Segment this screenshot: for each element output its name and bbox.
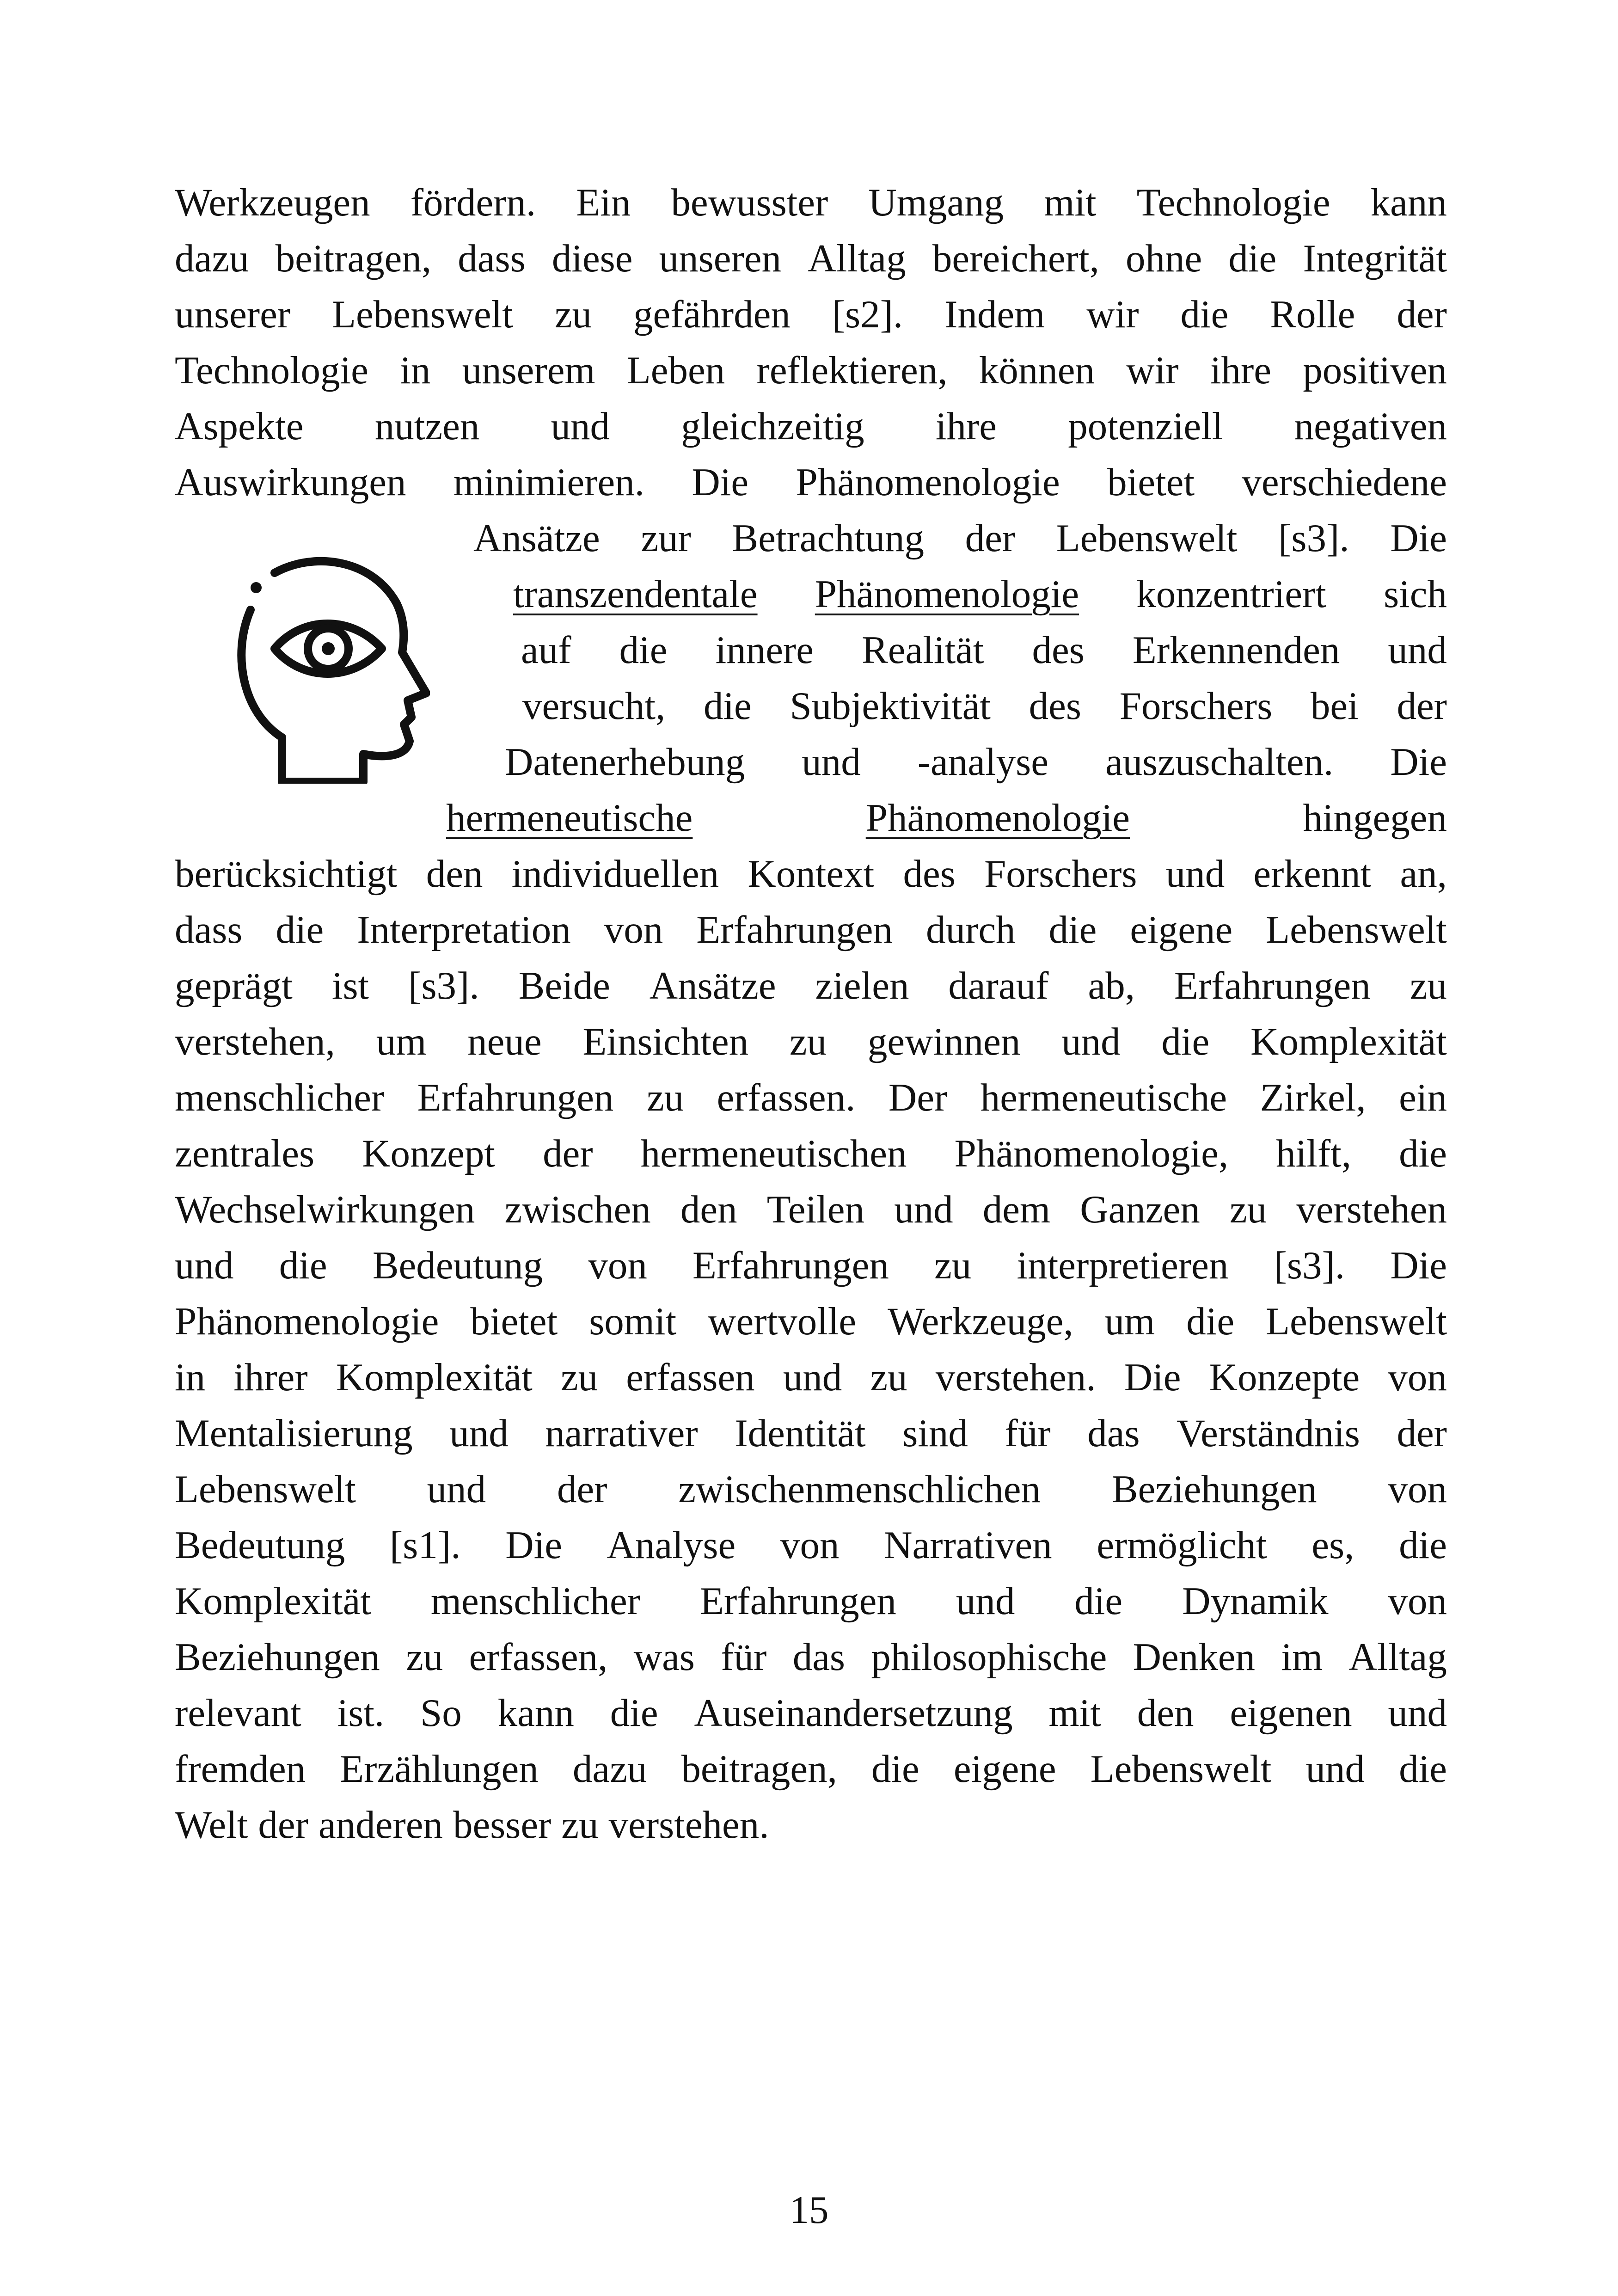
word: Werkzeuge, (888, 1300, 1073, 1343)
word: Einsichten (582, 1020, 749, 1063)
word: Lebenswelt (332, 293, 513, 336)
word: nutzen (374, 405, 480, 448)
word: zu (870, 1356, 907, 1399)
word: -analyse (917, 740, 1048, 784)
word: und (956, 1579, 1015, 1623)
word: Lebenswelt (1266, 1300, 1447, 1343)
word: Beziehungen (175, 1635, 380, 1679)
text-line (175, 1741, 1447, 1797)
word: Lebenswelt (1266, 908, 1447, 952)
word: philosophische (871, 1635, 1107, 1679)
word: die (1399, 1523, 1447, 1567)
word: den (1137, 1691, 1194, 1735)
word: Die (505, 1523, 562, 1567)
text-line (175, 1797, 1447, 1853)
word: verstehen (1296, 1188, 1447, 1231)
word: Komplexität (175, 1579, 371, 1623)
word: neue (467, 1020, 542, 1063)
word: wir (1086, 293, 1139, 336)
word: des (903, 852, 956, 896)
text-line (513, 566, 1447, 622)
word: zu (1229, 1188, 1267, 1231)
text-line (522, 678, 1447, 734)
word: Welt (175, 1803, 248, 1847)
word: und (175, 1244, 234, 1287)
word: um (1104, 1300, 1155, 1343)
word: und (551, 405, 610, 448)
page-number: 15 (789, 2188, 829, 2232)
word: Erfahrungen (1174, 964, 1371, 1007)
word: der (1397, 293, 1447, 336)
word: können (979, 349, 1095, 392)
word: und (427, 1467, 486, 1511)
word: zu (560, 1356, 598, 1399)
word: Konzept (362, 1132, 496, 1175)
word: um (376, 1020, 427, 1063)
word: unserer (175, 293, 291, 336)
word: So (420, 1691, 462, 1735)
word: ihrer (233, 1356, 308, 1399)
text-line (175, 175, 1447, 230)
text-line (175, 454, 1447, 510)
word: Ganzen (1080, 1188, 1200, 1231)
word: zu (561, 1803, 599, 1847)
word: Erfahrungen (693, 1244, 889, 1287)
word: sich (1384, 572, 1447, 616)
text-line (175, 287, 1447, 342)
word: ist (331, 964, 369, 1007)
text-line (175, 1629, 1447, 1685)
word: Die (1124, 1356, 1181, 1399)
word: unseren (659, 237, 782, 280)
word: dass (458, 237, 526, 280)
word: die (276, 908, 324, 952)
word: Auswirkungen (175, 460, 406, 504)
word: geprägt (175, 964, 293, 1007)
word: sind (902, 1412, 968, 1455)
word: beitragen, (681, 1747, 837, 1791)
word: Lebenswelt (1090, 1747, 1272, 1791)
text-line (175, 1182, 1447, 1237)
word: den (680, 1188, 737, 1231)
word: wertvolle (708, 1300, 857, 1343)
word: der (965, 516, 1016, 560)
word: zu (554, 293, 592, 336)
word: Subjektivität (790, 684, 991, 728)
word: das (1087, 1412, 1140, 1455)
text-line (175, 231, 1447, 286)
word: Auseinandersetzung (694, 1691, 1013, 1735)
word: verstehen, (175, 1020, 335, 1063)
word: und (1165, 852, 1225, 896)
word: [s3]. (1278, 516, 1349, 560)
word: Der (888, 1076, 948, 1119)
word: Phänomenologie (175, 1300, 439, 1343)
word: zur (641, 516, 691, 560)
word: Umgang (868, 181, 1004, 224)
word: zwischen (504, 1188, 651, 1231)
word: anderen (318, 1803, 443, 1847)
word: ermöglicht (1097, 1523, 1267, 1567)
word: darauf (948, 964, 1049, 1007)
word: hingegen (1303, 796, 1447, 840)
word: Erfahrungen (700, 1579, 896, 1623)
word: Narrativen (884, 1523, 1052, 1567)
word: zu (406, 1635, 443, 1679)
word: verschiedene (1242, 460, 1447, 504)
word: mit (1048, 1691, 1101, 1735)
word: positiven (1303, 349, 1447, 392)
word: die (1180, 293, 1229, 336)
word: die (1074, 1579, 1123, 1623)
word: und (1305, 1747, 1365, 1791)
word: eigenen (1230, 1691, 1352, 1735)
word: ab, (1088, 964, 1135, 1007)
word: und (1388, 628, 1447, 672)
text-line (175, 1573, 1447, 1629)
word: in (400, 349, 431, 392)
word: Erfahrungen (417, 1076, 614, 1119)
word: potenziell (1068, 405, 1223, 448)
word: Erzählungen (340, 1747, 539, 1791)
word: Die (1390, 740, 1447, 784)
word: Lebenswelt (175, 1467, 356, 1511)
word: auf (521, 628, 571, 672)
word: [s1]. (390, 1523, 461, 1567)
word: das (792, 1635, 846, 1679)
word: Forschers (1119, 684, 1273, 728)
word: von (1388, 1467, 1447, 1511)
word: relevant (175, 1691, 301, 1735)
word: die (610, 1691, 658, 1735)
word: erfassen (626, 1356, 755, 1399)
word: die (1399, 1747, 1447, 1791)
word: ist. (337, 1691, 385, 1735)
word: der (258, 1803, 308, 1847)
word: versucht, (522, 684, 666, 728)
word: zentrales (175, 1132, 315, 1175)
word: negativen (1294, 405, 1447, 448)
word: gewinnen (867, 1020, 1021, 1063)
word: die (1186, 1300, 1235, 1343)
word: hilft, (1276, 1132, 1352, 1175)
word: eigene (1130, 908, 1233, 952)
word: Teilen (766, 1188, 864, 1231)
word: bei (1310, 684, 1359, 728)
word: erfassen. (717, 1076, 856, 1119)
word: Werkzeugen (175, 181, 370, 224)
word: die (1228, 237, 1277, 280)
word: bietet (470, 1300, 558, 1343)
word: Komplexität (336, 1356, 533, 1399)
text-line (521, 622, 1447, 678)
word: Analyse (607, 1523, 736, 1567)
word: erfassen, (469, 1635, 608, 1679)
word: somit (589, 1300, 677, 1343)
word: der (543, 1132, 593, 1175)
word: wir (1126, 349, 1179, 392)
word: Technologie (175, 349, 368, 392)
word: zu (646, 1076, 684, 1119)
word: den (426, 852, 483, 896)
word: hermeneutischen (640, 1132, 907, 1175)
word: die (279, 1244, 327, 1287)
word: Zirkel, (1260, 1076, 1366, 1119)
word: kann (1370, 181, 1447, 224)
word: an, (1400, 852, 1447, 896)
word: von (780, 1523, 840, 1567)
word: Phänomenologie, (954, 1132, 1229, 1175)
word: und (802, 740, 861, 784)
word: erkennt (1253, 852, 1372, 896)
head-with-eye-icon (227, 553, 430, 784)
word: konzentriert (1136, 572, 1326, 616)
text-line (175, 902, 1447, 958)
word: Technologie (1136, 181, 1330, 224)
word: Konzepte (1209, 1356, 1360, 1399)
text-line (446, 790, 1447, 846)
word: von (588, 1244, 647, 1287)
text-line (175, 1461, 1447, 1517)
word: dazu (175, 237, 249, 280)
word: bereichert, (932, 237, 1099, 280)
word: bietet (1107, 460, 1195, 504)
text-line (175, 1014, 1447, 1069)
word: ohne (1126, 237, 1202, 280)
word: fördern. (410, 181, 536, 224)
text-line (175, 958, 1447, 1013)
word: unserem (462, 349, 595, 392)
word: Aspekte (175, 405, 304, 448)
text-line (175, 1517, 1447, 1573)
text-line (473, 510, 1447, 566)
text-line (175, 399, 1447, 454)
word: Kontext (748, 852, 875, 896)
word: Alltag (1348, 1635, 1447, 1679)
word: Dynamik (1182, 1579, 1329, 1623)
word: die (703, 684, 752, 728)
text-line (505, 734, 1447, 790)
word: Alltag (808, 237, 906, 280)
word: [s3]. (1274, 1244, 1345, 1287)
word: interpretieren (1017, 1244, 1229, 1287)
word: verstehen. (608, 1803, 769, 1847)
word: durch (926, 908, 1016, 952)
word: der (1397, 684, 1447, 728)
word: Denken (1133, 1635, 1256, 1679)
word: eigene (953, 1747, 1056, 1791)
word: bewusster (671, 181, 828, 224)
word: menschlicher (430, 1579, 641, 1623)
word: Komplexität (1250, 1020, 1447, 1063)
word: von (1388, 1356, 1447, 1399)
word: Realität (862, 628, 984, 672)
word: Integrität (1303, 237, 1447, 280)
word: reflektieren, (756, 349, 948, 392)
word: Die (1390, 1244, 1447, 1287)
word: Mentalisierung (175, 1412, 413, 1455)
word: ihre (935, 405, 997, 448)
word: ihre (1210, 349, 1271, 392)
text-line (175, 1685, 1447, 1741)
word: minimieren. (453, 460, 644, 504)
word: Die (692, 460, 749, 504)
word: die (1048, 908, 1097, 952)
word: Phänomenologie (796, 460, 1060, 504)
word: mit (1044, 181, 1097, 224)
word: im (1281, 1635, 1323, 1679)
word: Phänomenologie (815, 572, 1079, 616)
word: von (604, 908, 663, 952)
word: Erkennenden (1132, 628, 1340, 672)
word: der (557, 1467, 607, 1511)
word: die (1161, 1020, 1210, 1063)
word: verstehen. (935, 1356, 1096, 1399)
word: für (1005, 1412, 1051, 1455)
word: fremden (175, 1747, 306, 1791)
word: Ansätze (649, 964, 776, 1007)
word: narrativer (545, 1412, 698, 1455)
word: zielen (815, 964, 909, 1007)
word: Betrachtung (732, 516, 924, 560)
text-line (175, 846, 1447, 902)
word: gefährden (633, 293, 791, 336)
word: zu (1410, 964, 1447, 1007)
word: Die (1390, 516, 1447, 560)
word: Leben (626, 349, 725, 392)
word: des (1029, 684, 1081, 728)
word: die (1399, 1132, 1447, 1175)
word: und (1388, 1691, 1447, 1735)
word: was (633, 1635, 695, 1679)
word: diese (552, 237, 633, 280)
text-line (175, 343, 1447, 398)
word: [s3]. (408, 964, 479, 1007)
word: und (449, 1412, 509, 1455)
word: Ein (576, 181, 631, 224)
word: zu (789, 1020, 827, 1063)
word: Lebenswelt (1056, 516, 1238, 560)
word: innere (715, 628, 814, 672)
word: von (1388, 1579, 1447, 1623)
word: in (175, 1356, 206, 1399)
text-line (175, 1406, 1447, 1461)
text-line (175, 1238, 1447, 1293)
word: des (1032, 628, 1085, 672)
word: [s2]. (832, 293, 903, 336)
word: und (783, 1356, 842, 1399)
word: hermeneutische (446, 796, 693, 840)
word: Wechselwirkungen (175, 1188, 475, 1231)
word: Ansätze (473, 516, 600, 560)
word: Erfahrungen (696, 908, 893, 952)
text-line (175, 1294, 1447, 1349)
word: berücksichtigt (175, 852, 398, 896)
word: Verständnis (1177, 1412, 1360, 1455)
word: dem (982, 1188, 1051, 1231)
word: Interpretation (357, 908, 571, 952)
word: Bedeutung (372, 1244, 543, 1287)
word: gleichzeitig (681, 405, 864, 448)
word: Datenerhebung (505, 740, 745, 784)
word: der (1397, 1412, 1447, 1455)
word: individuellen (511, 852, 719, 896)
word: besser (453, 1803, 552, 1847)
word: und (1061, 1020, 1121, 1063)
word: es, (1312, 1523, 1354, 1567)
word: Beziehungen (1111, 1467, 1317, 1511)
text-line (175, 1070, 1447, 1125)
word: Bedeutung (175, 1523, 345, 1567)
word: beitragen, (275, 237, 432, 280)
word: kann (497, 1691, 574, 1735)
word: Indem (944, 293, 1045, 336)
word: die (619, 628, 668, 672)
word: menschlicher (175, 1076, 385, 1119)
word: und (894, 1188, 953, 1231)
word: transzendentale (513, 572, 758, 616)
word: zu (934, 1244, 972, 1287)
word: Beide (518, 964, 610, 1007)
word: dass (175, 908, 243, 952)
word: Rolle (1270, 293, 1355, 336)
text-line (175, 1350, 1447, 1405)
word: Phänomenologie (865, 796, 1130, 840)
word: ein (1399, 1076, 1447, 1119)
text-line (175, 1126, 1447, 1181)
word: die (871, 1747, 919, 1791)
word: zwischenmenschlichen (678, 1467, 1041, 1511)
word: für (721, 1635, 767, 1679)
word: Identität (735, 1412, 866, 1455)
word: hermeneutische (980, 1076, 1227, 1119)
word: Forschers (984, 852, 1137, 896)
word: dazu (572, 1747, 647, 1791)
word: auszuschalten. (1105, 740, 1334, 784)
